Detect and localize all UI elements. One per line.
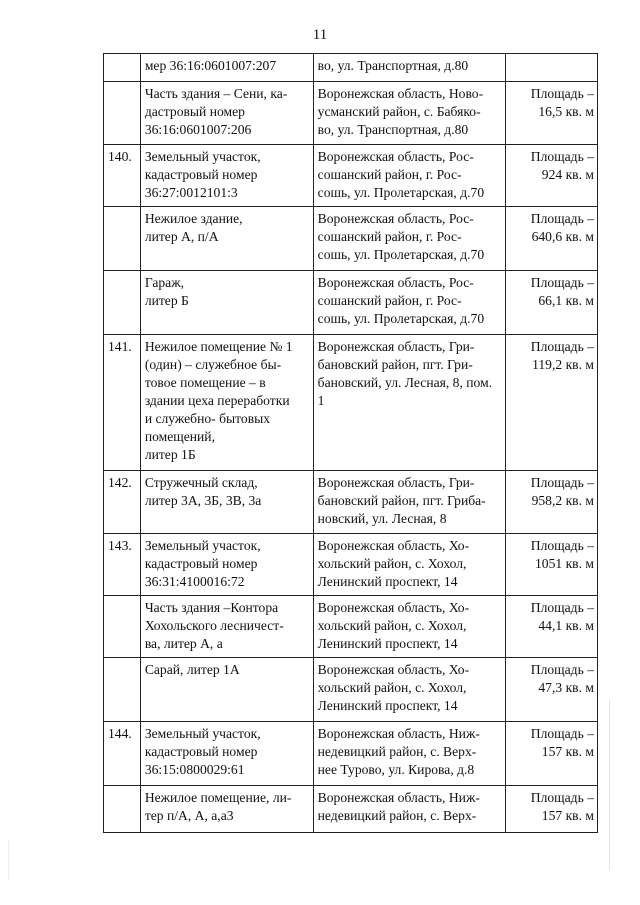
property-name: Часть здания – Сени, ка- дастровый номер 36:16:0601007:206 <box>140 82 313 145</box>
property-area: Площадь – 958,2 кв. м <box>505 471 597 534</box>
property-name: Земельный участок, кадастровый номер 36:31:4100016:72 <box>140 534 313 596</box>
property-address: Воронежская область, Хо- хольский район, с. Хохол, Ленинский проспект, 14 <box>313 658 505 722</box>
property-table-body <box>104 54 598 833</box>
property-address: Воронежская область, Гри- бановский район, пгт. Гри- бановский, ул. Лесная, 8, пом. 1 <box>313 335 505 471</box>
property-address: Воронежская область, Рос- сошанский район, г. Рос- сошь, ул. Пролетарская, д.70 <box>313 207 505 271</box>
row-number: 144. <box>104 722 141 786</box>
table-row <box>104 658 598 722</box>
property-name: Часть здания –Контора Хохольского лесничест- ва, литер А, а <box>140 596 313 658</box>
property-name: Нежилое помещение, ли- тер п/А, А, а,а3 <box>140 786 313 833</box>
scan-artifact <box>8 840 9 880</box>
property-area: Площадь – 157 кв. м <box>505 786 597 833</box>
property-table <box>103 53 598 833</box>
table-row <box>104 207 598 271</box>
table-row <box>104 145 598 207</box>
table-row <box>104 54 598 82</box>
row-number <box>104 271 141 335</box>
row-number: 141. <box>104 335 141 471</box>
property-area <box>505 54 597 82</box>
property-address: Воронежская область, Рос- сошанский район, г. Рос- сошь, ул. Пролетарская, д.70 <box>313 145 505 207</box>
table-row <box>104 335 598 471</box>
property-area: Площадь – 44,1 кв. м <box>505 596 597 658</box>
property-address: Воронежская область, Ниж- недевицкий район, с. Верх- <box>313 786 505 833</box>
property-address: Воронежская область, Хо- хольский район, с. Хохол, Ленинский проспект, 14 <box>313 534 505 596</box>
row-number <box>104 82 141 145</box>
property-area: Площадь – 66,1 кв. м <box>505 271 597 335</box>
property-name: Гараж, литер Б <box>140 271 313 335</box>
row-number: 143. <box>104 534 141 596</box>
property-address: Воронежская область, Гри- бановский район, пгт. Гриба- новский, ул. Лесная, 8 <box>313 471 505 534</box>
property-area: Площадь – 16,5 кв. м <box>505 82 597 145</box>
property-address: Воронежская область, Хо- хольский район, с. Хохол, Ленинский проспект, 14 <box>313 596 505 658</box>
property-address: во, ул. Транспортная, д.80 <box>313 54 505 82</box>
table-row <box>104 471 598 534</box>
property-address: Воронежская область, Ново- усманский район, с. Бабяко- во, ул. Транспортная, д.80 <box>313 82 505 145</box>
table-row <box>104 534 598 596</box>
row-number <box>104 658 141 722</box>
property-name: Нежилое здание, литер А, п/А <box>140 207 313 271</box>
row-number: 140. <box>104 145 141 207</box>
property-address: Воронежская область, Ниж- недевицкий район, с. Верх- нее Турово, ул. Кирова, д.8 <box>313 722 505 786</box>
property-name: Земельный участок, кадастровый номер 36:27:0012101:3 <box>140 145 313 207</box>
table-row <box>104 786 598 833</box>
page-number: 11 <box>312 27 328 43</box>
property-name: Стружечный склад, литер 3А, 3Б, 3В, 3а <box>140 471 313 534</box>
property-area: Площадь – 119,2 кв. м <box>505 335 597 471</box>
scan-artifact <box>609 700 610 870</box>
property-area: Площадь – 47,3 кв. м <box>505 658 597 722</box>
row-number <box>104 596 141 658</box>
property-address: Воронежская область, Рос- сошанский район, г. Рос- сошь, ул. Пролетарская, д.70 <box>313 271 505 335</box>
row-number <box>104 54 141 82</box>
property-name: Нежилое помещение № 1 (один) – служебное бы- товое помещение – в здании цеха переработки и служебно- бытовых помещений, литер 1Б <box>140 335 313 471</box>
row-number: 142. <box>104 471 141 534</box>
table-row <box>104 82 598 145</box>
property-area: Площадь – 1051 кв. м <box>505 534 597 596</box>
row-number <box>104 207 141 271</box>
row-number <box>104 786 141 833</box>
property-name: Земельный участок, кадастровый номер 36:15:0800029:61 <box>140 722 313 786</box>
property-area: Площадь – 924 кв. м <box>505 145 597 207</box>
table-row <box>104 271 598 335</box>
table-row <box>104 722 598 786</box>
property-area: Площадь – 640,6 кв. м <box>505 207 597 271</box>
table-row <box>104 596 598 658</box>
property-area: Площадь – 157 кв. м <box>505 722 597 786</box>
property-name: мер 36:16:0601007:207 <box>140 54 313 82</box>
property-name: Сарай, литер 1А <box>140 658 313 722</box>
